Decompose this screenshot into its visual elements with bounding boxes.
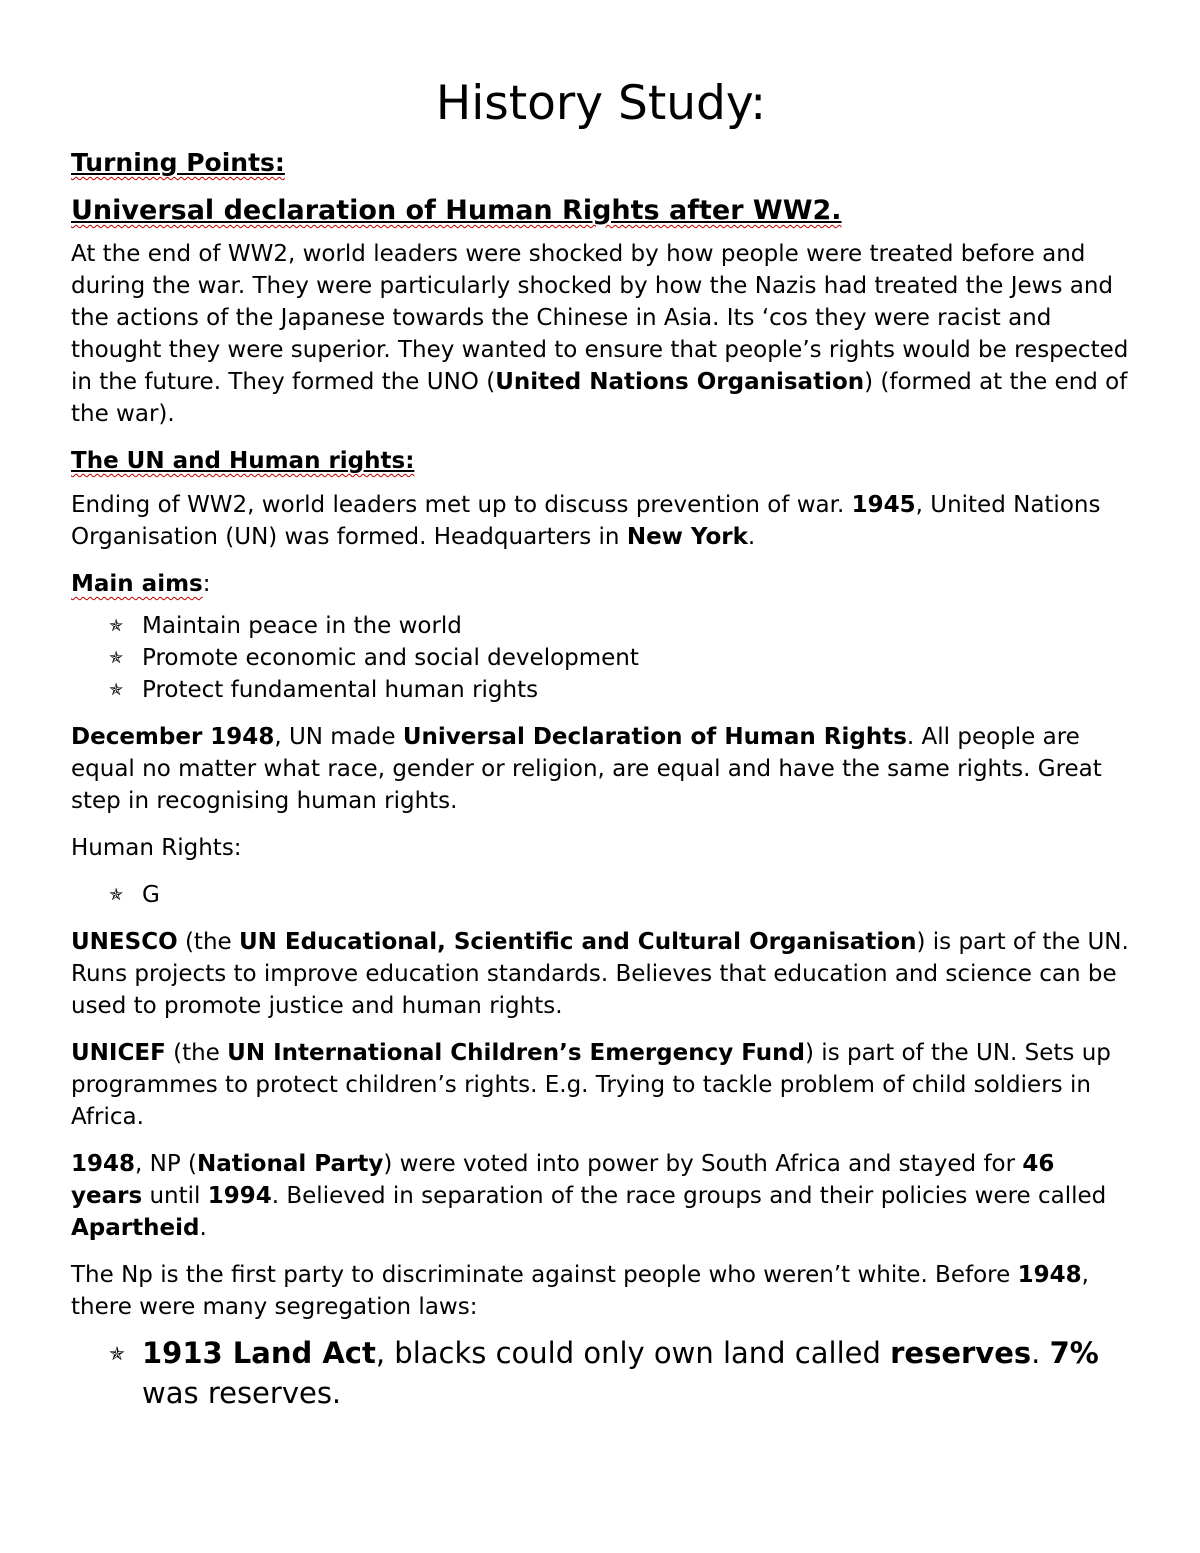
list-item [71, 642, 1131, 674]
unicef-text2: ) is part of the UN. Sets up programmes to protect children’s rights. E.g. Trying to tackle problem of child soldiers in Africa. [71, 1040, 1111, 1130]
para1-text2: ) (formed at the end of the war). [71, 369, 1128, 427]
list-item [71, 1333, 1131, 1413]
main-aim-2: Promote economic and social development [142, 645, 639, 671]
paragraph-end-of-ww2 [71, 238, 1131, 430]
segregation-laws-list [71, 1333, 1131, 1413]
heading-un-rights-text: The UN and Human rights: [71, 448, 415, 474]
land-act-bold3: 7% [1049, 1336, 1099, 1370]
para2-bold2: New York [626, 524, 748, 550]
np-bold2: National Party [197, 1151, 384, 1177]
paragraph-segregation-laws [71, 1259, 1131, 1323]
star-bullet-icon: ✯ [109, 648, 124, 668]
para1-bold1: United Nations Organisation [495, 369, 865, 395]
main-aim-3: Protect fundamental human rights [142, 677, 539, 703]
paragraph-unicef [71, 1037, 1131, 1133]
document-page [71, 74, 1131, 1428]
paragraph-national-party [71, 1148, 1131, 1244]
unicef-bold2: UN International Children’s Emergency Fund [227, 1040, 806, 1066]
para2-text3: . [747, 524, 756, 550]
para3-bold1: December 1948 [71, 724, 275, 750]
main-aims-label [71, 568, 1131, 600]
heading-turning-points-text: Turning Points: [71, 148, 285, 177]
star-bullet-icon: ✯ [109, 1343, 125, 1365]
human-right-1: G [142, 882, 160, 908]
star-bullet-icon: ✯ [109, 885, 124, 905]
np-bold3: 46 years [71, 1151, 1055, 1209]
land-act-text2: . [1031, 1336, 1050, 1370]
np-text4: . Believed in separation of the race groups and their policies were called [271, 1183, 1107, 1209]
np-bold1: 1948 [71, 1151, 136, 1177]
star-bullet-icon: ✯ [109, 616, 124, 636]
heading-turning-points [71, 146, 1131, 180]
para2-text2: , United Nations Organisation (UN) was formed. Headquarters in [71, 492, 1101, 550]
human-rights-label: Human Rights: [71, 835, 242, 861]
list-item [71, 879, 1131, 911]
np-text3: until [142, 1183, 208, 1209]
para1-text1: At the end of WW2, world leaders were shocked by how people were treated before and during the war. They were particularly shocked by how the Nazis had treated the Jews and the actions of the Japanese towards the Chinese in Asia. Its ‘cos they were racist and thought they were superior. They wanted to ensure that people’s rights would be respected in the future. They formed the UNO ( [71, 241, 1129, 395]
heading-udhr [71, 192, 1131, 230]
np2-text2: , there were many segregation laws: [71, 1262, 1089, 1320]
main-aims-label-text: Main aims [71, 571, 203, 597]
list-item [71, 610, 1131, 642]
human-rights-list [71, 879, 1131, 911]
land-act-bold2: reserves [890, 1336, 1032, 1370]
np-text1: , NP ( [135, 1151, 197, 1177]
unesco-bold1: UNESCO [71, 929, 178, 955]
star-bullet-icon: ✯ [109, 680, 124, 700]
np2-bold1: 1948 [1017, 1262, 1082, 1288]
heading-un-human-rights [71, 445, 1131, 477]
para3-text2: . All people are equal no matter what race, gender or religion, are equal and have the same rights. Great step in recognising human rights. [71, 724, 1102, 814]
unicef-text1: (the [165, 1040, 228, 1066]
unesco-text2: ) is part of the UN. Runs projects to improve education standards. Believes that education and science can be used to promote justice and human rights. [71, 929, 1129, 1019]
land-act-text3: was reserves. [142, 1376, 342, 1410]
main-aims-list [71, 610, 1131, 706]
paragraph-un-formed [71, 489, 1131, 553]
para2-text1: Ending of WW2, world leaders met up to discuss prevention of war. [71, 492, 852, 518]
unesco-text1: (the [177, 929, 239, 955]
np-text5: . [199, 1215, 207, 1241]
land-act-text1: , blacks could only own land called [375, 1336, 891, 1370]
main-aims-colon: : [202, 571, 211, 597]
np2-text1: The Np is the first party to discriminate against people who weren’t white. Before [71, 1262, 1018, 1288]
paragraph-unesco [71, 926, 1131, 1022]
unicef-bold1: UNICEF [71, 1040, 166, 1066]
np-bold5: Apartheid [71, 1215, 200, 1241]
paragraph-udhr-1948 [71, 721, 1131, 817]
np-text2: ) were voted into power by South Africa and stayed for [383, 1151, 1023, 1177]
page-title: History Study: [435, 76, 767, 131]
np-bold4: 1994 [207, 1183, 272, 1209]
land-act-bold1: 1913 Land Act [142, 1336, 376, 1370]
heading-udhr-text: Universal declaration of Human Rights after WW2. [71, 195, 842, 226]
list-item [71, 674, 1131, 706]
para3-text1: , UN made [274, 724, 403, 750]
unesco-bold2: UN Educational, Scientific and Cultural Organisation [238, 929, 917, 955]
main-aim-1: Maintain peace in the world [142, 613, 462, 639]
para2-bold1: 1945 [851, 492, 916, 518]
para3-bold2: Universal Declaration of Human Rights [402, 724, 907, 750]
